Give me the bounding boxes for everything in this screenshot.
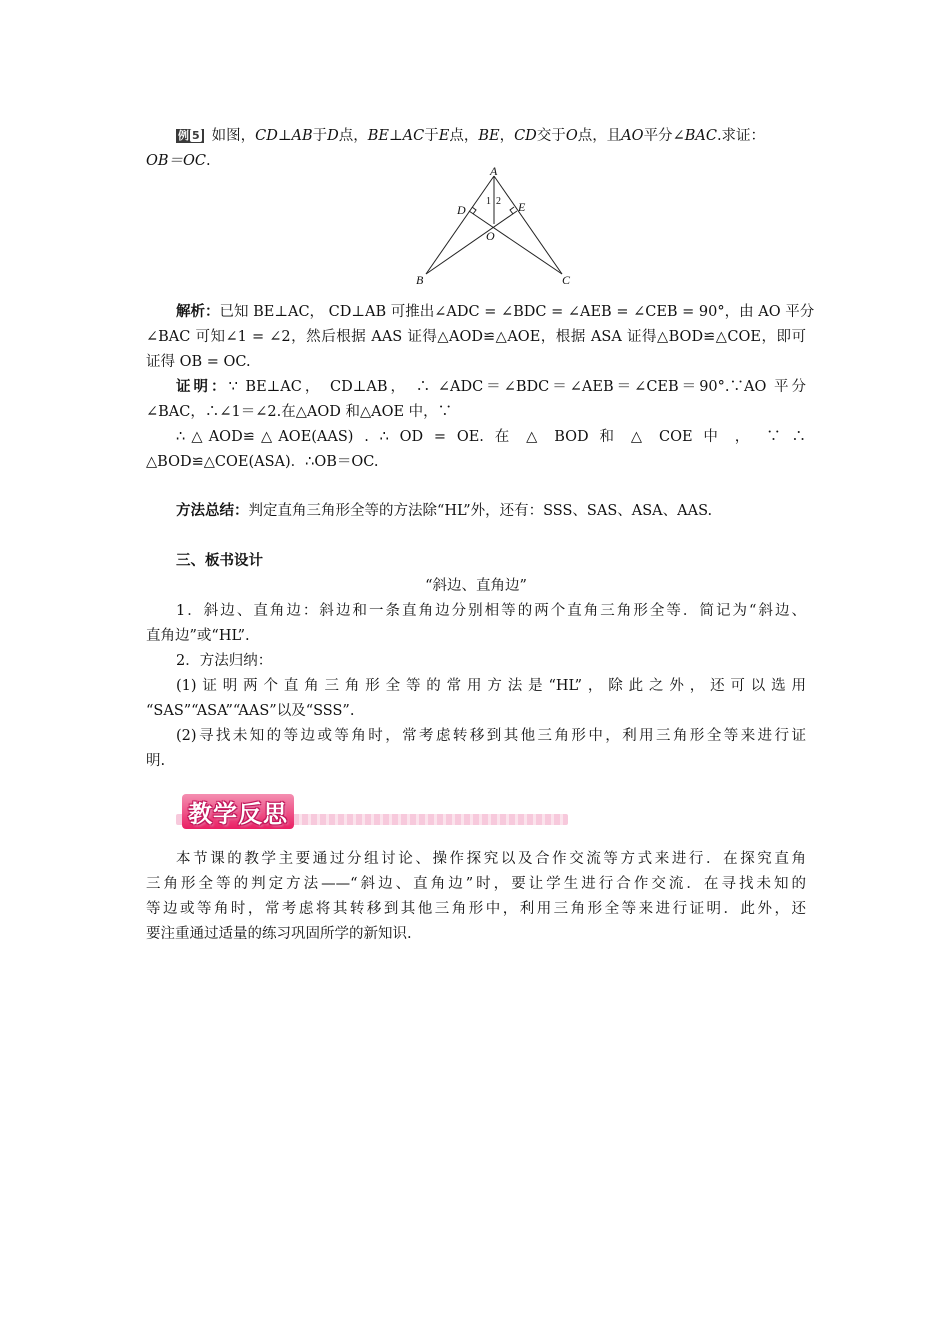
board-title: “斜边、直角边” <box>425 578 527 594</box>
example-badge: 例 5 <box>176 129 204 143</box>
board-sub2-line2: 明. <box>146 753 166 769</box>
board-item2: 2．方法归纳： <box>176 653 273 669</box>
analysis-line3: 证得 OB = OC. <box>146 354 251 370</box>
label-a: A <box>490 166 498 178</box>
segment-be <box>426 211 517 274</box>
reflection-line1: 本节课的教学主要通过分组讨论、操作探究以及合作交流等方式来进行．在探究直角 <box>176 851 806 867</box>
proof-line3: ∴△AOD≌△AOE(AAS) . ∴ OD = OE. 在 △ BOD 和 △ COE 中 ， ∵ ∴ <box>176 429 806 445</box>
label-e: E <box>518 200 526 214</box>
label-angle-2: 2 <box>496 196 501 207</box>
proof-line2: ∠BAC，∴∠1＝∠2.在△AOD 和△AOE 中，∵ <box>146 404 453 420</box>
board-sub1-line2: “SAS”“ASA”“AAS”以及“SSS”. <box>146 703 355 719</box>
triangle-figure <box>408 166 578 286</box>
side-ab <box>426 176 494 274</box>
board-item1-line2: 直角边”或“HL”. <box>146 628 250 644</box>
label-angle-1: 1 <box>486 196 491 207</box>
label-o: O <box>486 229 495 243</box>
reflection-line2: 三角形全等的判定方法——“斜边、直角边”时，要让学生进行合作交流．在寻找未知的 <box>146 876 806 892</box>
label-c: C <box>562 273 571 286</box>
example-statement-line2: OB＝OC. <box>146 153 211 169</box>
reflection-line3: 等边或等角时，常考虑将其转移到其他三角形中，利用三角形全等来进行证明．此外，还 <box>146 901 806 917</box>
reflection-line4: 要注重通过适量的练习巩固所学的新知识. <box>146 926 412 942</box>
analysis-line1: 解析：已知 BE⊥AC， CD⊥AB 可推出∠ADC = ∠BDC = ∠AEB = ∠CEB = 90°，由 AO 平分 <box>176 303 815 320</box>
reflection-banner <box>176 794 568 830</box>
banner-title: 教学反思 <box>182 794 294 829</box>
board-sub1-line1: (1)证明两个直角三角形全等的常用方法是“HL”，除此之外，还可以选用 <box>176 678 806 694</box>
side-ac <box>494 176 562 274</box>
segment-cd <box>469 211 562 274</box>
analysis-line2: ∠BAC 可知∠1 = ∠2，然后根据 AAS 证得△AOD≌△AOE，根据 ASA 证得△BOD≌△COE，即可 <box>146 329 806 345</box>
proof-line1: 证明：∵ BE⊥AC， CD⊥AB， ∴ ∠ADC＝∠BDC＝∠AEB＝∠CEB＝90°.∵AO 平分 <box>176 378 807 395</box>
proof-line4: △BOD≌△COE(ASA)．∴OB＝OC. <box>146 454 379 470</box>
label-d: D <box>457 203 466 217</box>
label-b: B <box>416 273 424 286</box>
board-heading: 三、板书设计 <box>176 552 263 569</box>
method-summary: 方法总结：判定直角三角形全等的方法除“HL”外，还有：SSS、SAS、ASA、AAS. <box>176 502 713 519</box>
example-statement-line1: 例 5 如图，CD⊥AB于D点，BE⊥AC于E点，BE，CD交于O点，且AO平分∠BAC.求证： <box>178 128 766 144</box>
board-sub2-line1: (2)寻找未知的等边或等角时，常考虑转移到其他三角形中，利用三角形全等来进行证 <box>176 728 806 744</box>
board-item1-line1: 1．斜边、直角边：斜边和一条直角边分别相等的两个直角三角形全等．简记为“斜边、 <box>176 603 806 619</box>
